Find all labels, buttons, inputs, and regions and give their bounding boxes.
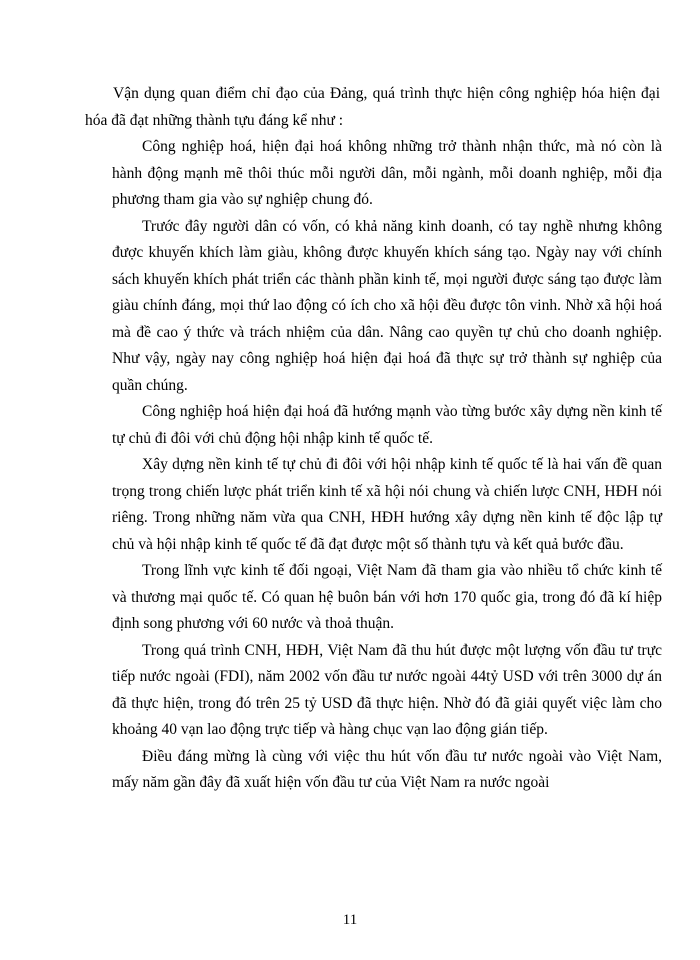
paragraph-awareness: Công nghiệp hoá, hiện đại hoá không những trở thành nhận thức, mà nó còn là hành động mạnh mẽ thôi thúc mỗi người dân, mỗi ngành, mỗi doanh nghiệp, mỗi địa phương tham gia vào sự nghiệp chung đó.: [112, 138, 662, 208]
paragraph-self-reliance: Công nghiệp hoá hiện đại hoá đã hướng mạnh vào từng bước xây dựng nền kinh tế tự chủ đi đôi với chủ động hội nhập kinh tế quốc tế.: [112, 403, 662, 447]
paragraph-fdi: Trong quá trình CNH, HĐH, Việt Nam đã thu hút được một lượng vốn đầu tư trực tiếp nước ngoài (FDI), năm 2002 vốn đầu tư nước ngoài 44tỷ USD với trên 3000 dự án đã thực hiện, trong đó trên 25 tỷ USD đã thực hiện. Nhờ đó đã giải quyết việc làm cho khoảng 40 vạn lao động trực tiếp và hàng chục vạn lao động gián tiếp.: [112, 641, 662, 738]
paragraph-enterprise: Trước đây người dân có vốn, có khả năng kinh doanh, có tay nghề nhưng không được khuyến khích làm giàu, không được khuyến khích sáng tạo. Ngày nay với chính sách khuyến khích phát triển các thành phần kinh tế, mọi người được sáng tạo được làm giàu chính đáng, mọi thứ lao động có ích cho xã hội đều được tôn vinh. Nhờ xã hội hoá mà đề cao ý thức và trách nhiệm của dân. Nâng cao quyền tự chủ cho doanh nghiệp. Như vậy, ngày nay công nghiệp hoá hiện đại hoá đã thực sự trở thành sự nghiệp của quần chúng.: [112, 217, 662, 394]
paragraph-foreign-trade: Trong lĩnh vực kinh tế đối ngoại, Việt Nam đã tham gia vào nhiều tổ chức kinh tế và thương mại quốc tế. Có quan hệ buôn bán với hơn 170 quốc gia, trong đó đã kí hiệp định song phương với 60 nước và thoả thuận.: [112, 562, 662, 632]
body-text: [112, 134, 662, 797]
paragraph-outward-investment: Điều đáng mừng là cùng với việc thu hút vốn đầu tư nước ngoài vào Việt Nam, mấy năm gần đây đã xuất hiện vốn đầu tư của Việt Nam ra nước ngoài: [112, 747, 662, 791]
paragraph-integration: Xây dựng nền kinh tế tự chủ đi đôi với hội nhập kinh tế quốc tế là hai vấn đề quan trọng trong chiến lược phát triển kinh tế xã hội nói chung và chiến lược CNH, HĐH nói riêng. Trong những năm vừa qua CNH, HĐH hướng xây dựng nền kinh tế độc lập tự chủ và hội nhập kinh tế quốc tế đã đạt được một số thành tựu và kết quả bước đầu.: [112, 456, 662, 553]
intro-paragraph: Vận dụng quan điểm chỉ đạo của Đảng, quá trình thực hiện công nghiệp hóa hiện đại hóa đã đạt những thành tựu đáng kể như :: [85, 85, 660, 129]
page-number: 11: [342, 912, 358, 928]
